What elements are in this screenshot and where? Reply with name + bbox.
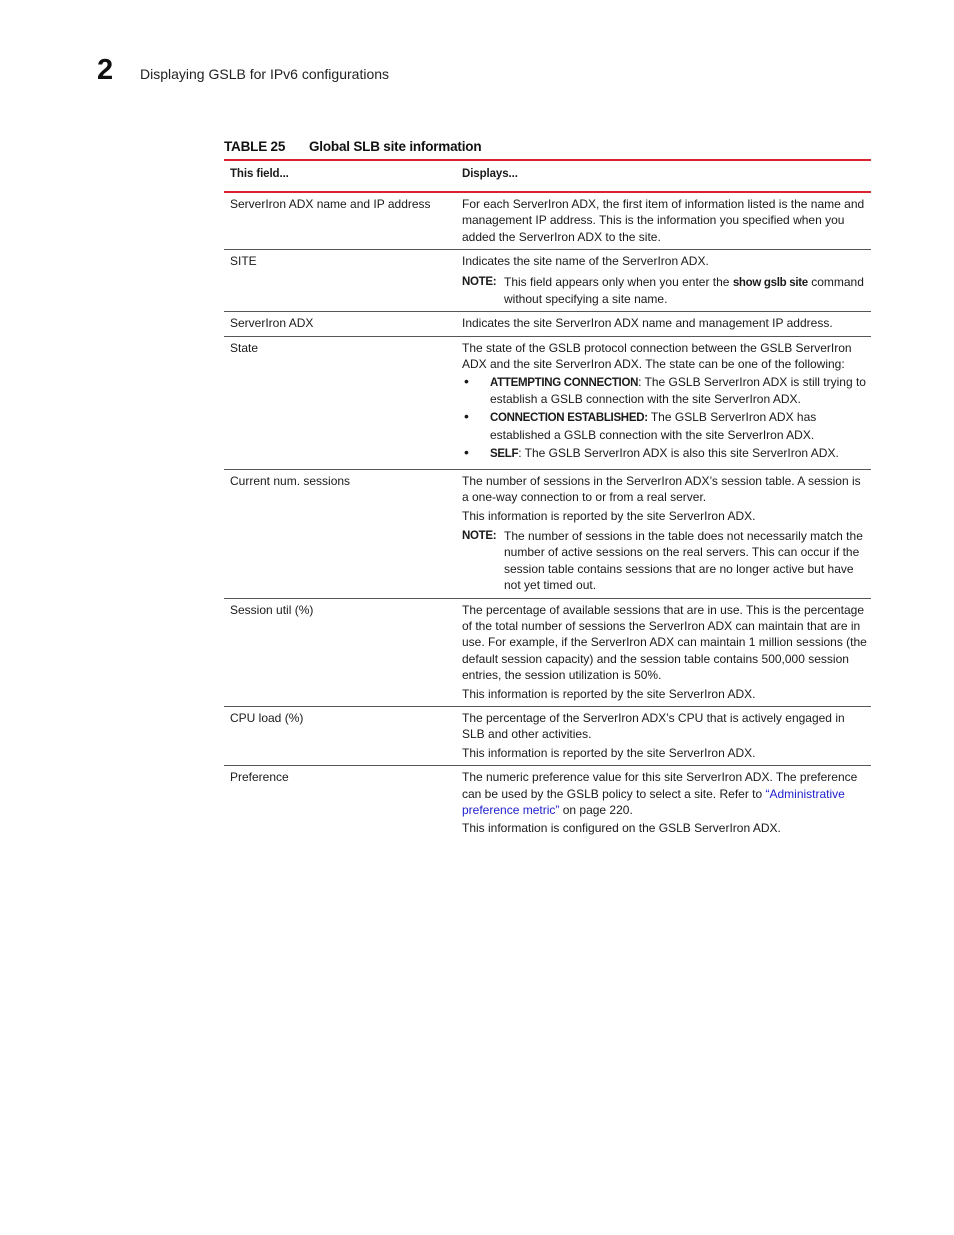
table-title: Global SLB site information [309,139,482,154]
note [462,528,867,594]
state-text: : The GSLB ServerIron ADX is still trying to establish a GSLB connection with the site ServerIron ADX. [490,374,866,407]
field-description [456,766,871,841]
description-text: For each ServerIron ADX, the first item of information listed is the name and management IP address. This is the information you specified when you added the ServerIron ADX to the site. [462,197,865,244]
field-name: Preference [230,770,289,785]
field-description [456,337,871,469]
gslb-site-info-table [224,159,871,841]
state-list [462,374,867,463]
description-text-post: on page 220. [559,803,633,817]
table-row [224,707,871,766]
bullet-icon: • [464,444,469,461]
table-row [224,312,871,336]
note-text-post: command without specifying a site name. [504,274,864,307]
note-text-pre: This field appears only when you enter the [504,274,733,289]
description-text: Indicates the site name of the ServerIron ADX. [462,254,709,269]
description-source: This information is reported by the site ServerIron ADX. [462,745,756,760]
state-text: The GSLB ServerIron ADX has established a GSLB connection with the site ServerIron ADX. [490,410,817,442]
bullet-icon: • [464,372,469,389]
description-source: This information is reported by the site ServerIron ADX. [462,508,756,523]
description-text: The number of sessions in the ServerIron ADX’s session table. A session is a one-way connection to or from a real server. [462,473,861,505]
table-row [224,470,871,599]
description-source: This information is reported by the site ServerIron ADX. [462,686,756,701]
table-label: TABLE 25 [224,139,286,154]
table-row [224,766,871,841]
field-name: Session util (%) [230,602,314,617]
field-name: Current num. sessions [230,473,351,488]
table-row [224,193,871,250]
description-text: The percentage of available sessions that are in use. This is the percentage of the total number of sessions the ServerIron ADX can maintain that are in use. For example, if the ServerIron ADX can maintain 1 million sessions (the default session capacity) and the session table contains 500,000 session entries, the session utilization is 50%. [462,602,867,683]
field-description [456,312,871,335]
description-text [462,769,867,818]
description-source: This information is configured on the GSLB ServerIron ADX. [462,821,781,836]
state-term: SELF [490,448,519,461]
state-term: CONNECTION ESTABLISHED: [490,412,648,425]
list-item [462,374,867,408]
bullet-icon: • [464,408,469,425]
field-description [456,707,871,765]
column-header-field: This field... [230,168,289,180]
note-label: NOTE: [462,275,497,288]
chapter-title: Displaying GSLB for IPv6 configurations [140,66,390,82]
field-description [456,599,871,706]
state-term: ATTEMPTING CONNECTION [490,376,639,389]
list-item [462,445,867,462]
note-text [504,274,867,308]
column-header-displays: Displays... [462,168,518,180]
field-name: SITE [230,254,257,269]
description-text: The state of the GSLB protocol connection between the GSLB ServerIron ADX and the site ServerIron ADX. The state can be one of the following: [462,340,852,372]
description-text: Indicates the site ServerIron ADX name and management IP address. [462,316,833,331]
chapter-number: 2 [97,54,114,86]
field-description [456,250,871,311]
description-text-pre: The numeric preference value for this site ServerIron ADX. The preference can be used by the GSLB policy to select a site. Refer to [462,770,858,801]
note [462,274,867,308]
cross-reference-link[interactable]: “Administrative preference metric” [462,786,845,817]
field-name: CPU load (%) [230,710,304,725]
table-header [224,161,871,193]
table-row [224,250,871,312]
list-item [462,409,867,443]
table-caption [224,138,481,156]
field-description [456,193,871,249]
state-text: : The GSLB ServerIron ADX is also this site ServerIron ADX. [518,446,839,461]
command-keyword: show gslb site [732,276,808,289]
description-text: The percentage of the ServerIron ADX’s CPU that is actively engaged in SLB and other activities. [462,710,845,742]
table-row [224,599,871,707]
note-label: NOTE: [462,529,497,542]
note-text: The number of sessions in the table does not necessarily match the number of active sessions on the real servers. This can occur if the session table contains sessions that are no longer active but have not yet timed out. [504,528,863,593]
table-row [224,337,871,470]
field-name: ServerIron ADX [230,316,314,331]
field-name: ServerIron ADX name and IP address [230,197,431,211]
field-description [456,470,871,598]
field-name: State [230,340,259,355]
